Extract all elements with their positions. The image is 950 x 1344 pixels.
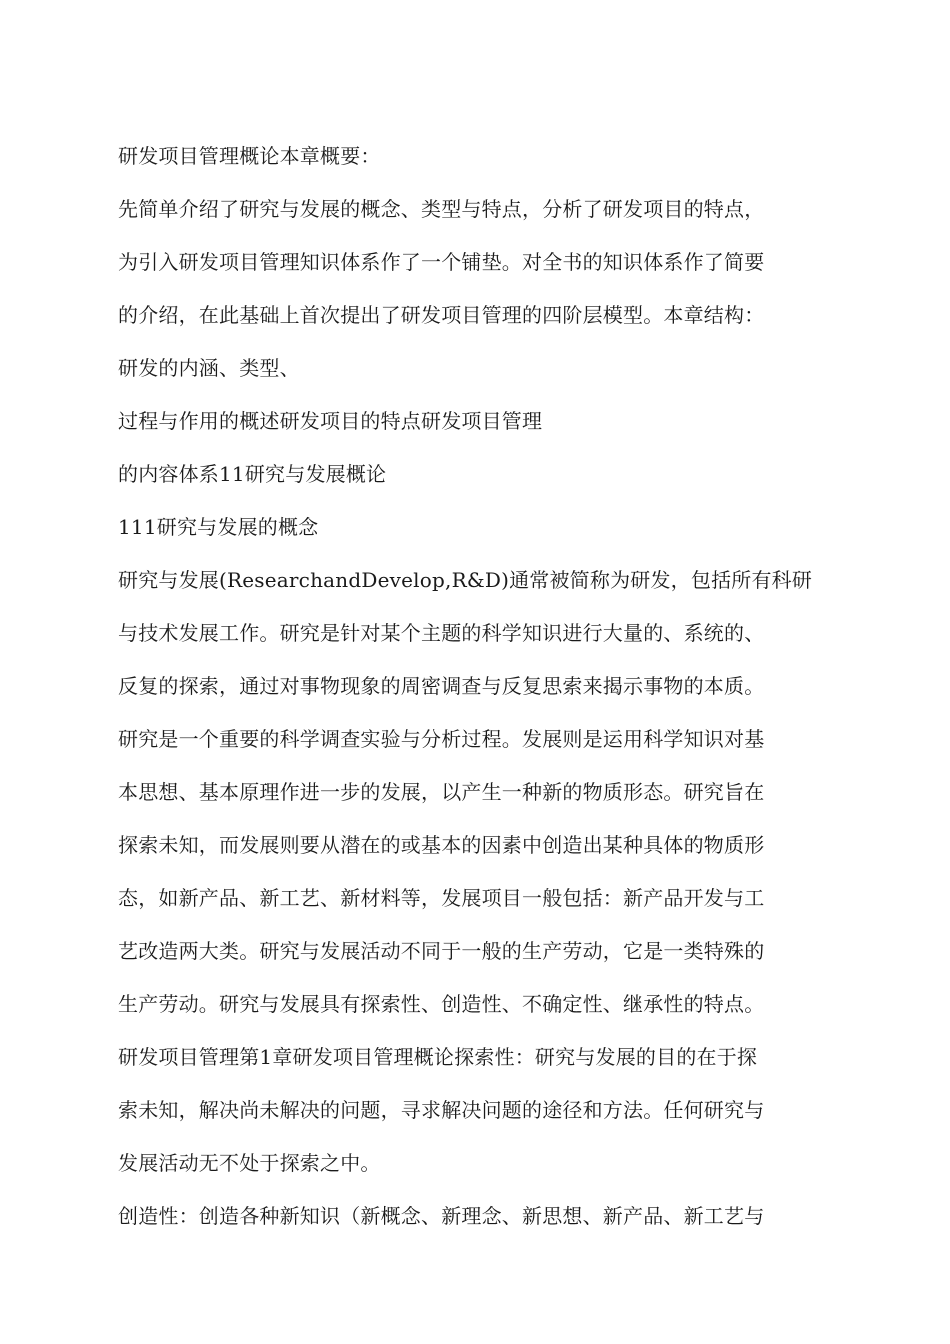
section-heading: 111研究与发展的概念 (118, 515, 319, 539)
text-line: 研究是一个重要的科学调查实验与分析过程。发展则是运用科学知识对基 (118, 727, 765, 751)
text-line: 态，如新产品、新工艺、新材料等，发展项目一般包括：新产品开发与工 (118, 886, 765, 910)
text-line: 研发项目管理第1章研发项目管理概论探索性：研究与发展的目的在于探 (118, 1045, 758, 1069)
text-line: 与技术发展工作。研究是针对某个主题的科学知识进行大量的、系统的、 (118, 621, 765, 645)
text-line: 过程与作用的概述研发项目的特点研发项目管理 (118, 409, 543, 433)
document-heading: 研发项目管理概论本章概要： (118, 144, 381, 168)
text-line: 先简单介绍了研究与发展的概念、类型与特点，分析了研发项目的特点， (118, 197, 765, 221)
text-line: 探索未知，而发展则要从潜在的或基本的因素中创造出某种具体的物质形 (118, 833, 765, 857)
text-line: 艺改造两大类。研究与发展活动不同于一般的生产劳动，它是一类特殊的 (118, 939, 765, 963)
text-line: 研发的内涵、类型、 (118, 356, 300, 380)
text-line: 创造性：创造各种新知识（新概念、新理念、新思想、新产品、新工艺与 (118, 1204, 765, 1228)
text-line: 为引入研发项目管理知识体系作了一个铺垫。对全书的知识体系作了简要 (118, 250, 765, 274)
text-line: 本思想、基本原理作进一步的发展，以产生一种新的物质形态。研究旨在 (118, 780, 765, 804)
text-line: 索未知，解决尚未解决的问题，寻求解决问题的途径和方法。任何研究与 (118, 1098, 765, 1122)
text-line: 发展活动无不处于探索之中。 (118, 1151, 381, 1175)
text-line: 反复的探索，通过对事物现象的周密调查与反复思索来揭示事物的本质。 (118, 674, 765, 698)
text-line: 生产劳动。研究与发展具有探索性、创造性、不确定性、继承性的特点。 (118, 992, 765, 1016)
text-line: 的介绍，在此基础上首次提出了研发项目管理的四阶层模型。本章结构： (118, 303, 765, 327)
text-line: 研究与发展(ResearchandDevelop,R&D)通常被简称为研发，包括所有科研 (118, 568, 813, 592)
text-line: 的内容体系11研究与发展概论 (118, 462, 387, 486)
